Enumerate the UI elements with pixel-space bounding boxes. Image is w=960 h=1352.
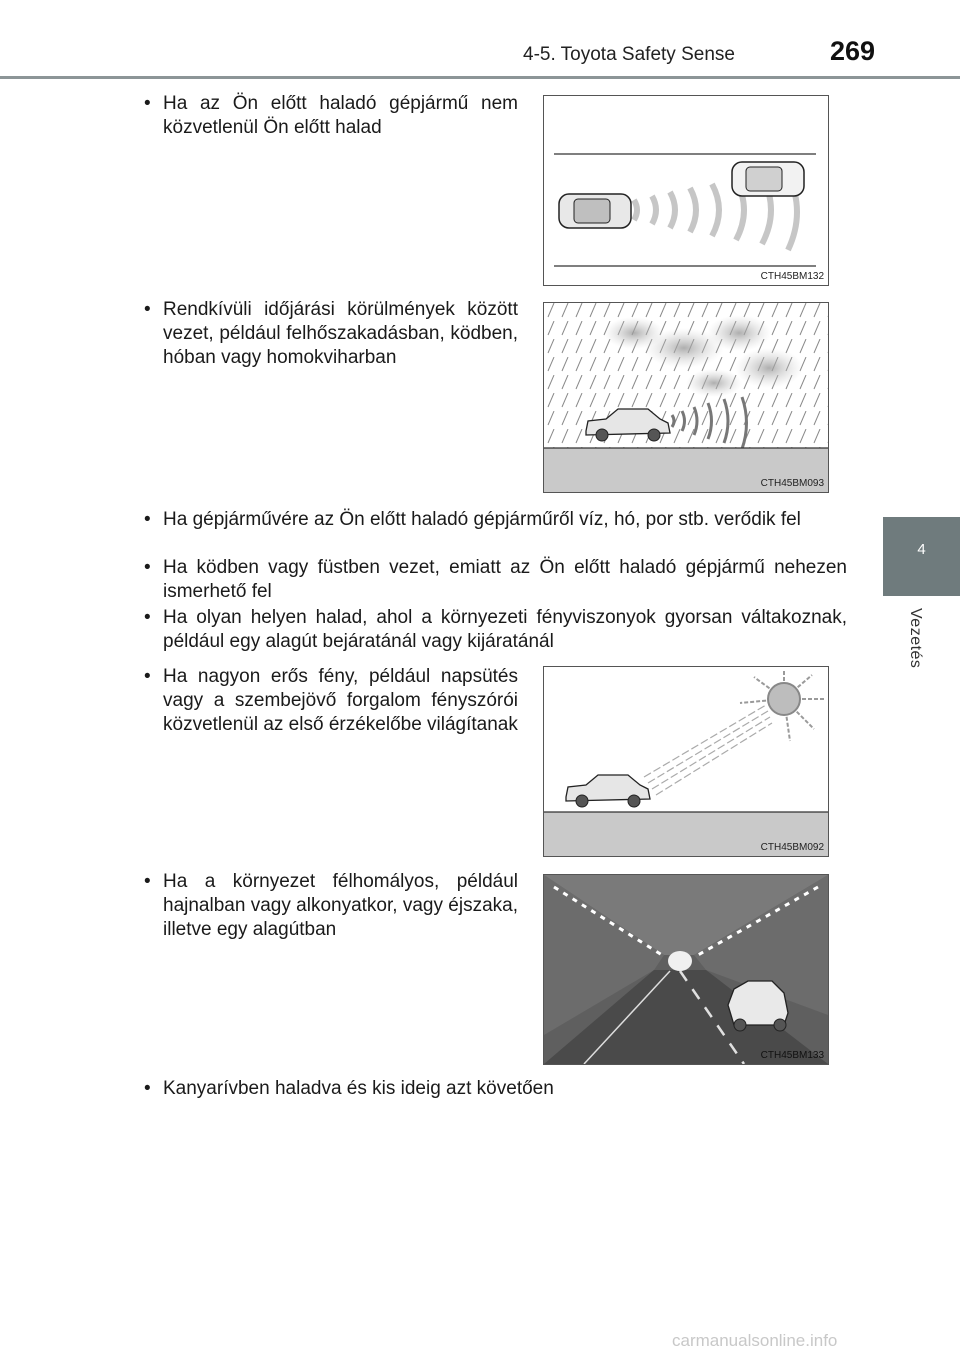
bad-weather-illustration (544, 303, 828, 492)
list-item (144, 870, 518, 942)
header-rule (0, 76, 960, 79)
chapter-number: 4 (917, 541, 926, 558)
list-item-text: Ha olyan helyen halad, ahol a környezeti fényviszonyok gyorsan váltakoznak, például egy alagút bejáratánál vagy kijáratánál (163, 607, 847, 652)
sun-icon (740, 669, 824, 741)
bullet-dot: • (144, 871, 151, 892)
footer-watermark: carmanualsonline.info (672, 1331, 838, 1350)
list-item-text: Rendkívüli időjárási körülmények között vezet, például felhőszakadásban, ködben, hóban vagy homokviharban (163, 299, 518, 368)
figure-code: CTH45BM133 (760, 1050, 824, 1061)
chapter-label: Vezetés (907, 608, 924, 669)
figure-offset-vehicle (543, 95, 829, 286)
car-icon (728, 981, 788, 1031)
list-item (144, 665, 518, 737)
list-item-text: Ha a környezet félhomályos, például hajnalban vagy alkonyatkor, vagy éjszaka, illetve egy alagútban (163, 871, 518, 940)
list-item-text: Ha ködben vagy füstben vezet, emiatt az Ön előtt haladó gépjármű nehezen ismerhető fel (163, 557, 847, 602)
list-item (144, 1077, 847, 1101)
list-item-text: Kanyarívben haladva és kis ideig azt követően (163, 1078, 554, 1099)
figure-tunnel (543, 874, 829, 1065)
car-icon (566, 775, 650, 807)
figure-strong-light (543, 666, 829, 857)
list-item (144, 508, 847, 532)
page-number: 269 (830, 36, 876, 66)
figure-code: CTH45BM092 (760, 842, 824, 853)
bullet-dot: • (144, 557, 151, 578)
strong-light-illustration (544, 667, 828, 856)
figure-bad-weather (543, 302, 829, 493)
figure-code: CTH45BM093 (760, 478, 824, 489)
bullet-dot: • (144, 666, 151, 687)
list-item (144, 298, 518, 370)
list-item (144, 556, 847, 604)
section-title: 4-5. Toyota Safety Sense (523, 44, 735, 65)
chapter-tab[interactable] (883, 517, 960, 596)
tunnel-illustration (544, 875, 828, 1064)
own-car-icon (559, 194, 631, 228)
lead-car-icon (732, 162, 804, 196)
list-item-text: Ha az Ön előtt haladó gépjármű nem közvetlenül Ön előtt halad (163, 93, 518, 138)
figure-code: CTH45BM132 (760, 271, 824, 282)
bullet-dot: • (144, 93, 151, 114)
bullet-dot: • (144, 607, 151, 628)
bullet-dot: • (144, 299, 151, 320)
list-item-text: Ha nagyon erős fény, például napsütés vagy a szembejövő forgalom fényszórói közvetlenül az első érzékelőbe világítanak (163, 666, 518, 735)
list-item (144, 606, 847, 654)
bullet-dot: • (144, 1078, 151, 1099)
list-item-text: Ha gépjárművére az Ön előtt haladó gépjárműről víz, hó, por stb. verődik fel (163, 509, 801, 530)
list-item (144, 92, 518, 140)
bullet-dot: • (144, 509, 151, 530)
offset-vehicle-illustration (544, 96, 828, 285)
